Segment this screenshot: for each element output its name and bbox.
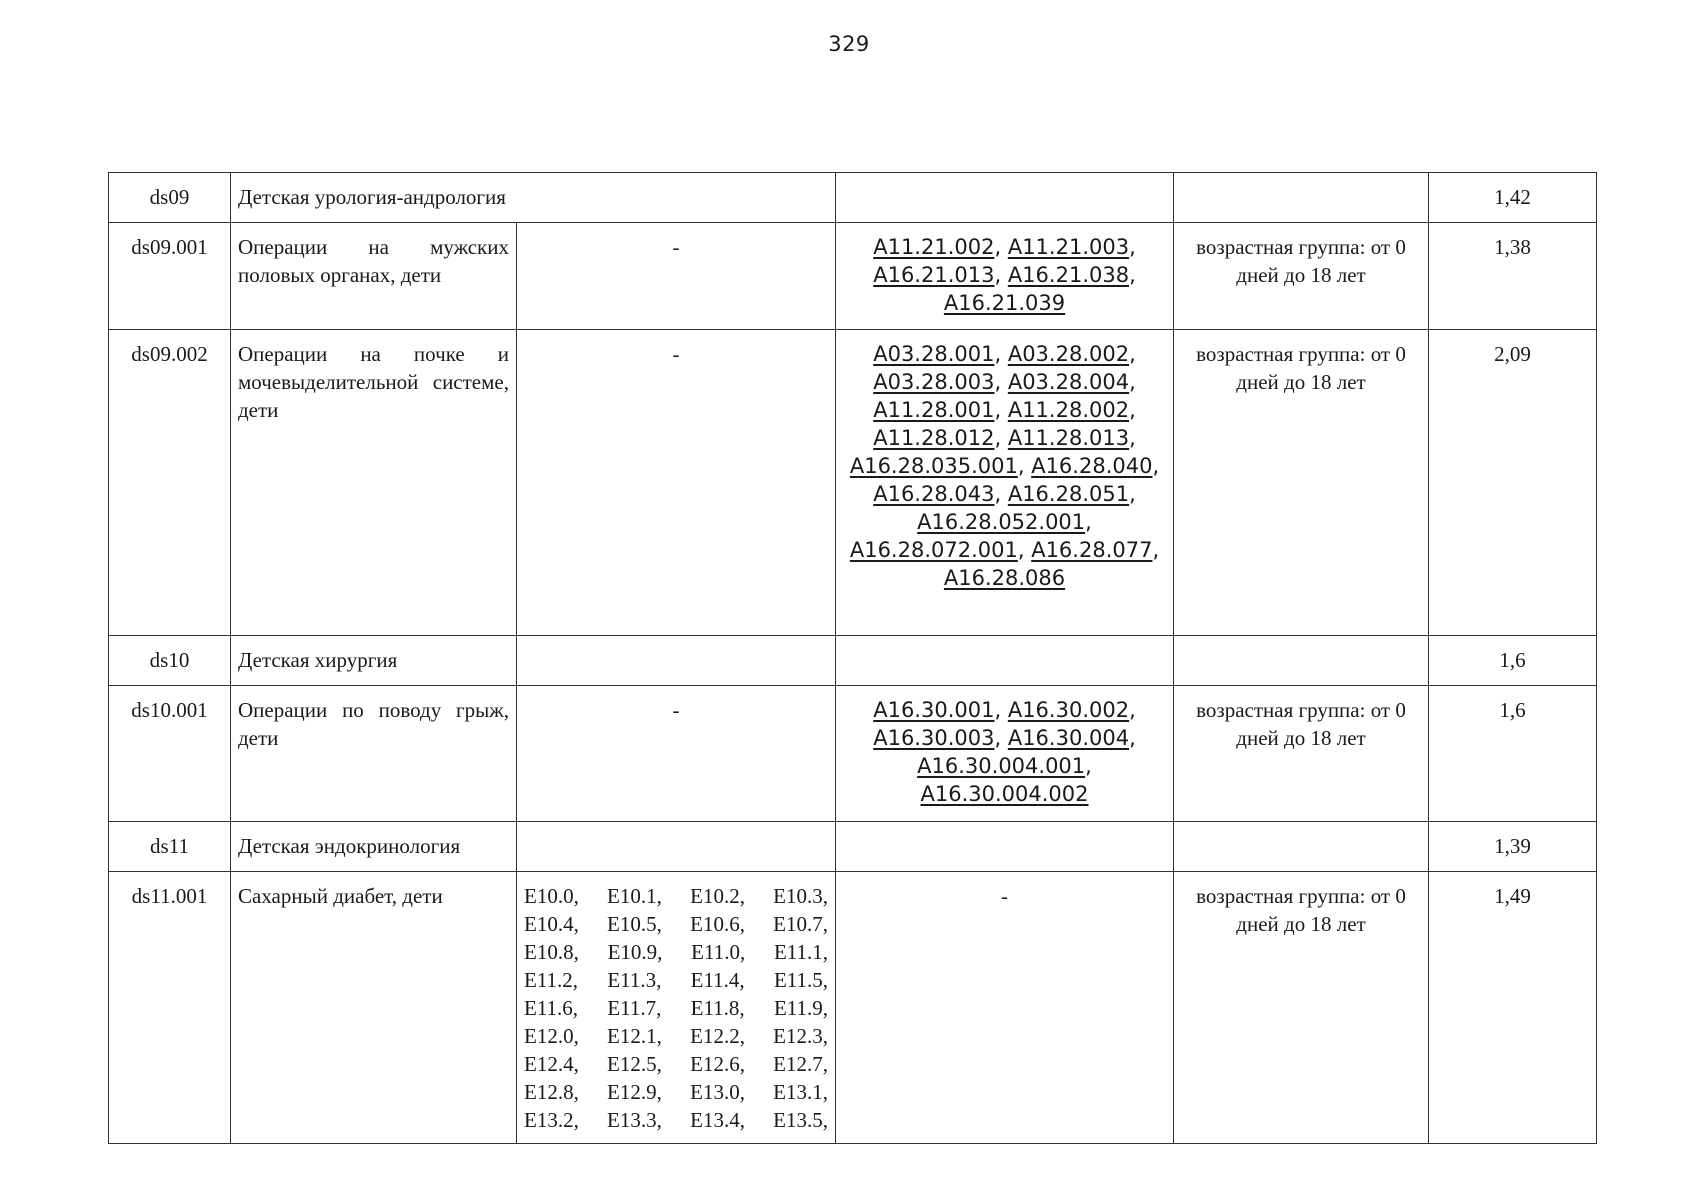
row-name: Сахарный диабет, дети (231, 872, 517, 1144)
other-criteria: возрастная группа: от 0 дней до 18 лет (1174, 686, 1429, 822)
group-name: Детская эндокринология (231, 822, 517, 872)
diagnoses-cell: E10.0, E10.1, E10.2, E10.3, E10.4, E10.5, E10.6, E10.7, E10.8, E10.9, E11.0, E11.1, E11.2, E11.3, E11.4, E11.5, E11.6, E11.7, E11.8, E11.9, E12.0, E12.1, E12.2, E12.3, E12.4, E12.5, E12.6, E12.7, E12.8, E12.9, E13.0, E13.1, E13.2, E13.3, E13.4, E13.5, (517, 872, 836, 1144)
other-criteria: возрастная группа: от 0 дней до 18 лет (1174, 872, 1429, 1144)
service-code: A16.30.001 (873, 698, 995, 722)
service-code: A16.30.004.002 (920, 782, 1089, 806)
group-name: Детская урология-андрология (231, 173, 836, 223)
coefficient: 1,6 (1429, 686, 1597, 822)
diagnoses-cell: - (517, 223, 836, 330)
row-code: ds09.001 (109, 223, 231, 330)
service-code: A16.30.003 (873, 726, 995, 750)
table-row (109, 686, 1597, 822)
row-code: ds11 (109, 822, 231, 872)
table-row (109, 330, 1597, 636)
service-code: A16.28.043 (873, 482, 995, 506)
service-code: A11.28.012 (873, 426, 995, 450)
coefficient: 1,6 (1429, 636, 1597, 686)
service-code: A11.28.001 (873, 398, 995, 422)
table-row (109, 822, 1597, 872)
service-code: A03.28.001 (873, 342, 995, 366)
other-criteria: возрастная группа: от 0 дней до 18 лет (1174, 223, 1429, 330)
service-code: A03.28.002 (1007, 342, 1130, 366)
coefficient: 1,38 (1429, 223, 1597, 330)
ksg-table (108, 172, 1597, 1144)
group-name: Детская хирургия (231, 636, 517, 686)
other-cell (1174, 822, 1429, 872)
row-code: ds10 (109, 636, 231, 686)
service-code: A11.28.013 (1007, 426, 1130, 450)
diagnoses-cell: - (517, 686, 836, 822)
table-row (109, 872, 1597, 1144)
coefficient: 1,49 (1429, 872, 1597, 1144)
services-cell (836, 822, 1174, 872)
row-name: Операции на почке и мочевыделительной системе, дети (231, 330, 517, 636)
services-cell (836, 636, 1174, 686)
table-row (109, 223, 1597, 330)
diagnoses-cell: - (517, 330, 836, 636)
other-criteria: возрастная группа: от 0 дней до 18 лет (1174, 330, 1429, 636)
service-code: A16.21.038 (1007, 263, 1130, 287)
service-code: A03.28.004 (1007, 370, 1130, 394)
service-code: A16.30.004 (1007, 726, 1130, 750)
services-cell: A03.28.001, A03.28.002, A03.28.003, A03.28.004, A11.28.001, A11.28.002, A11.28.012, A11.28.013, A16.28.035.001, A16.28.040, A16.28.043, A16.28.051, A16.28.052.001, A16.28.072.001, A16.28.077, A16.28.086 (836, 330, 1174, 636)
other-cell (1174, 173, 1429, 223)
table-row (109, 173, 1597, 223)
coefficient: 2,09 (1429, 330, 1597, 636)
page-number: 329 (828, 32, 870, 56)
row-code: ds09.002 (109, 330, 231, 636)
services-cell: - (836, 872, 1174, 1144)
services-cell: A16.30.001, A16.30.002, A16.30.003, A16.30.004, A16.30.004.001, A16.30.004.002 (836, 686, 1174, 822)
service-code: A16.28.077 (1031, 538, 1153, 562)
service-code: A16.28.052.001 (917, 510, 1086, 534)
service-code: A16.21.039 (943, 291, 1066, 315)
service-code: A11.28.002 (1007, 398, 1130, 422)
diagnoses-cell (517, 636, 836, 686)
service-code: A16.30.004.001 (917, 754, 1086, 778)
diagnoses-cell (517, 822, 836, 872)
row-name: Операции по поводу грыж, дети (231, 686, 517, 822)
table-row (109, 636, 1597, 686)
row-name: Операции на мужских половых органах, дети (231, 223, 517, 330)
service-code: A16.30.002 (1007, 698, 1130, 722)
service-code: A11.21.002 (873, 235, 995, 259)
row-code: ds10.001 (109, 686, 231, 822)
service-code: A16.28.086 (943, 566, 1066, 590)
service-code: A16.28.051 (1007, 482, 1130, 506)
services-cell: A11.21.002, A11.21.003, A16.21.013, A16.21.038, A16.21.039 (836, 223, 1174, 330)
coefficient: 1,39 (1429, 822, 1597, 872)
row-code: ds09 (109, 173, 231, 223)
service-code: A16.28.035.001 (849, 454, 1018, 478)
row-code: ds11.001 (109, 872, 231, 1144)
service-code: A03.28.003 (873, 370, 995, 394)
coefficient: 1,42 (1429, 173, 1597, 223)
services-cell (836, 173, 1174, 223)
service-code: A16.28.040 (1031, 454, 1153, 478)
service-code: A16.21.013 (873, 263, 995, 287)
service-code: A11.21.003 (1007, 235, 1130, 259)
other-cell (1174, 636, 1429, 686)
service-code: A16.28.072.001 (849, 538, 1018, 562)
